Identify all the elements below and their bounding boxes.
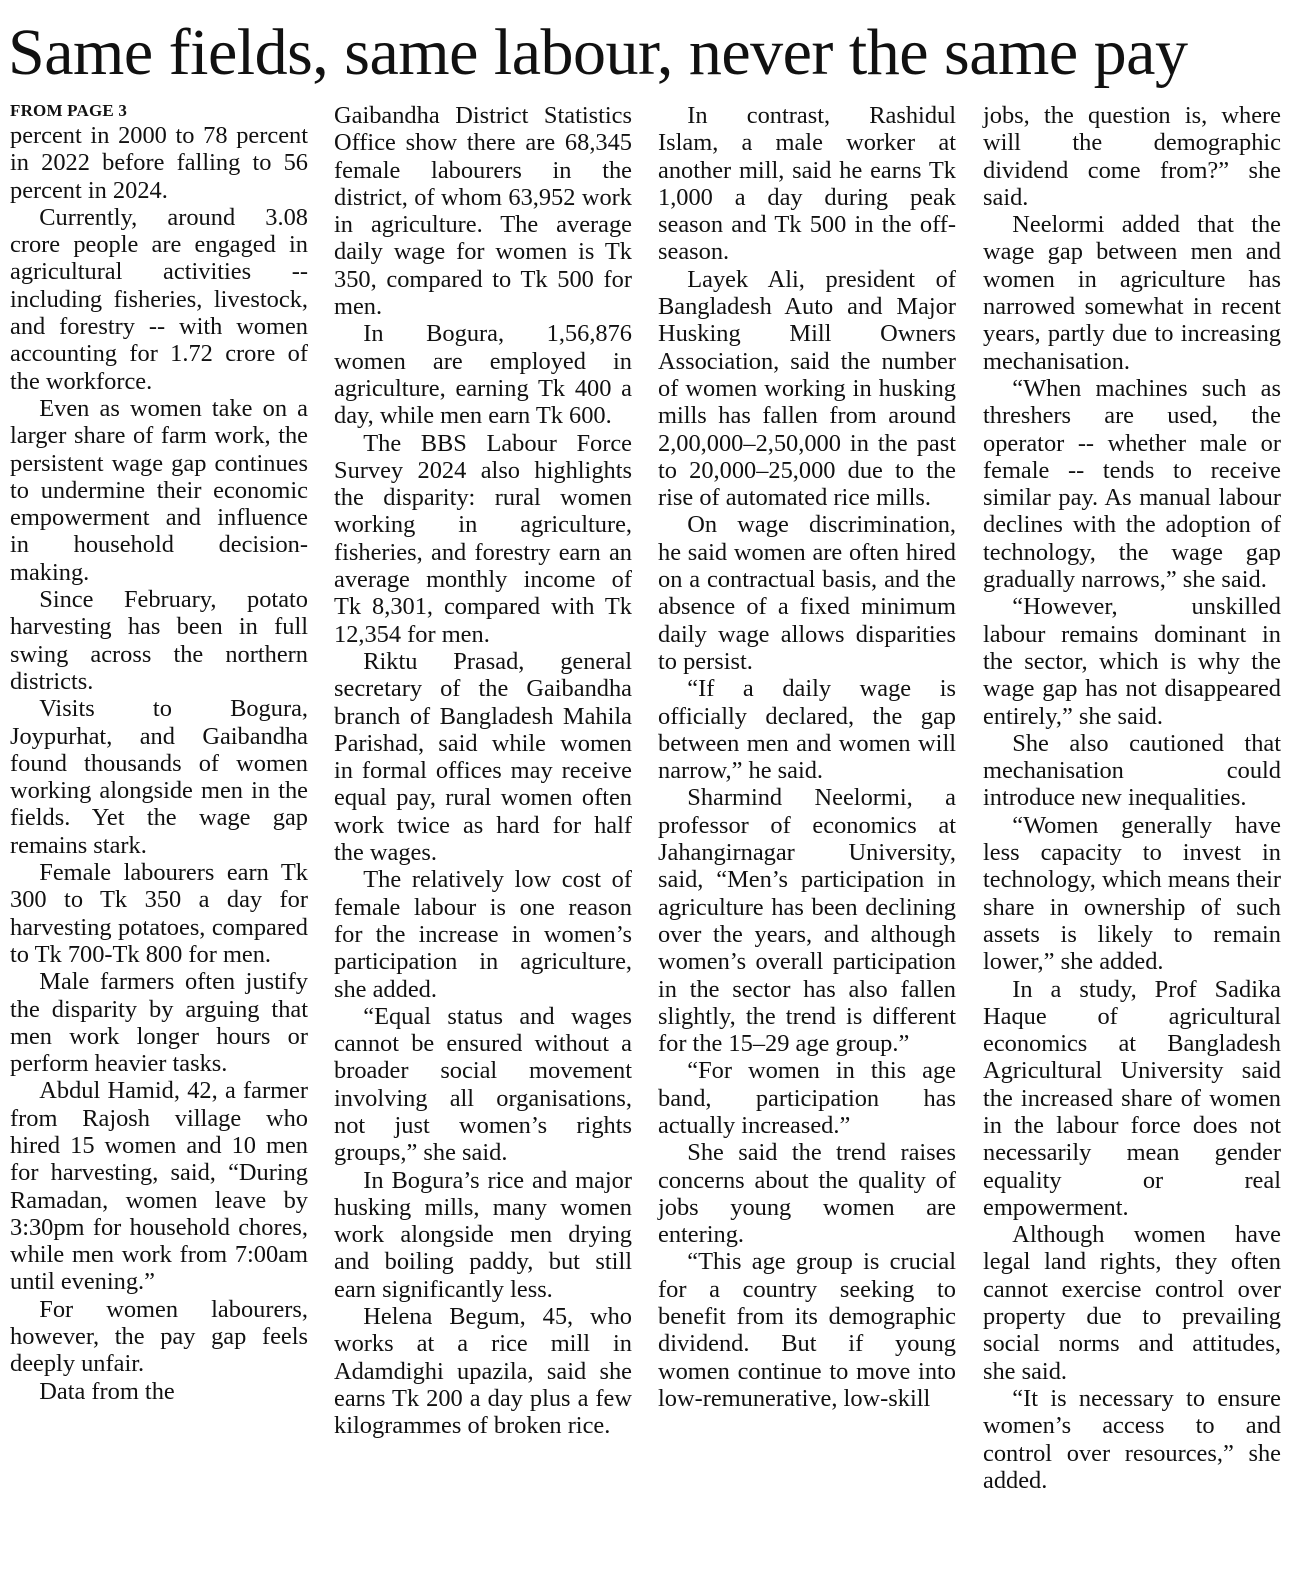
paragraph: The BBS Labour Force Survey 2024 also highlights the disparity: rural women working in agriculture, fisheries, and forestry earn an average monthly income of Tk 8,301, compared with Tk 12,354 for men. bbox=[334, 429, 632, 648]
paragraph: She also cautioned that mechanisation could introduce new inequalities. bbox=[983, 729, 1281, 812]
paragraph: jobs, the question is, where will the demographic dividend come from?” she said. bbox=[983, 102, 1281, 211]
paragraph: Gaibandha District Statistics Office show there are 68,345 female labourers in the district, of whom 63,952 work in agriculture. The average daily wage for women is Tk 350, compared to Tk 500 for men. bbox=[334, 102, 632, 321]
paragraph: In contrast, Rashidul Islam, a male worker at another mill, said he earns Tk 1,000 a day during peak season and Tk 500 in the off-season. bbox=[658, 102, 956, 266]
paragraph: She said the trend raises concerns about the quality of jobs young women are entering. bbox=[658, 1139, 956, 1249]
paragraph: “For women in this age band, participation has actually increased.” bbox=[658, 1057, 956, 1139]
paragraph: Sharmind Neelormi, a professor of economics at Jahangirnagar University, said, “Men’s participation in agriculture has been declining over the years, and although women’s overall participation in the sector has also fallen slightly, the trend is different for the 15–29 age group.” bbox=[658, 784, 956, 1058]
article-column-1 bbox=[10, 102, 308, 1405]
paragraph: Neelormi added that the wage gap between men and women in agriculture has narrowed somewhat in recent years, partly due to increasing mechanisation. bbox=[983, 211, 1281, 375]
paragraph: On wage discrimination, he said women are often hired on a contractual basis, and the absence of a fixed minimum daily wage allows disparities to persist. bbox=[658, 511, 956, 675]
paragraph: In Bogura’s rice and major husking mills, many women work alongside men drying and boiling paddy, but still earn significantly less. bbox=[334, 1166, 632, 1303]
paragraph: “When machines such as threshers are used, the operator -- whether male or female -- tends to receive similar pay. As manual labour declines with the adoption of technology, the wage gap gradually narrows,” she said. bbox=[983, 374, 1281, 594]
paragraph: percent in 2000 to 78 percent in 2022 before falling to 56 percent in 2024. bbox=[10, 122, 308, 204]
paragraph: “It is necessary to ensure women’s access to and control over resources,” she added. bbox=[983, 1384, 1281, 1494]
paragraph: Helena Begum, 45, who works at a rice mill in Adamdighi upazila, said she earns Tk 200 a day plus a few kilogrammes of broken rice. bbox=[334, 1303, 632, 1440]
headline: Same fields, same labour, never the same pay bbox=[8, 16, 1188, 89]
paragraph: “Women generally have less capacity to invest in technology, which means their share in ownership of such assets is likely to remain lower,” she added. bbox=[983, 811, 1281, 976]
article-column-4 bbox=[983, 102, 1281, 1494]
paragraph: Even as women take on a larger share of farm work, the persistent wage gap continues to undermine their economic empowerment and influence in household decision-making. bbox=[10, 394, 308, 586]
paragraph: Male farmers often justify the disparity by arguing that men work longer hours or perform heavier tasks. bbox=[10, 968, 308, 1078]
article-column-3 bbox=[658, 102, 956, 1412]
paragraph: Riktu Prasad, general secretary of the Gaibandha branch of Bangladesh Mahila Parishad, said while women in formal offices may receive equal pay, rural women often work twice as hard for half the wages. bbox=[334, 647, 632, 867]
paragraph: “This age group is crucial for a country seeking to benefit from its demographic dividend. But if young women continue to move into low-remunerative, low-skill bbox=[658, 1248, 956, 1412]
paragraph: In a study, Prof Sadika Haque of agricultural economics at Bangladesh Agricultural University said the increased share of women in the labour force does not necessarily mean gender equality or real empowerment. bbox=[983, 975, 1281, 1221]
paragraph: “However, unskilled labour remains dominant in the sector, which is why the wage gap has not disappeared entirely,” she said. bbox=[983, 593, 1281, 730]
paragraph: Layek Ali, president of Bangladesh Auto and Major Husking Mill Owners Association, said the number of women working in husking mills has fallen from around 2,00,000–2,50,000 in the past to 20,000–25,000 due to the rise of automated rice mills. bbox=[658, 265, 956, 512]
paragraph: “If a daily wage is officially declared, the gap between men and women will narrow,” he said. bbox=[658, 675, 956, 785]
paragraph: “Equal status and wages cannot be ensured without a broader social movement involving all organisations, not just women’s rights groups,” she said. bbox=[334, 1002, 632, 1167]
paragraph: Visits to Bogura, Joypurhat, and Gaibandha found thousands of women working alongside men in the fields. Yet the wage gap remains stark. bbox=[10, 695, 308, 859]
paragraph: Abdul Hamid, 42, a farmer from Rajosh village who hired 15 women and 10 men for harvesting, said, “During Ramadan, women leave by 3:30pm for household chores, while men work from 7:00am until evening.” bbox=[10, 1077, 308, 1296]
paragraph: The relatively low cost of female labour is one reason for the increase in women’s participation in agriculture, she added. bbox=[334, 866, 632, 1003]
paragraph: For women labourers, however, the pay gap feels deeply unfair. bbox=[10, 1295, 308, 1378]
paragraph: In Bogura, 1,56,876 women are employed in agriculture, earning Tk 400 a day, while men earn Tk 600. bbox=[334, 320, 632, 430]
paragraph: Data from the bbox=[39, 1377, 175, 1405]
paragraph: Female labourers earn Tk 300 to Tk 350 a day for harvesting potatoes, compared to Tk 700-Tk 800 for men. bbox=[10, 859, 308, 968]
jump-line: FROM PAGE 3 bbox=[10, 101, 128, 120]
paragraph: Currently, around 3.08 crore people are engaged in agricultural activities -- including fisheries, livestock, and forestry -- with women accounting for 1.72 crore of the workforce. bbox=[10, 203, 308, 395]
paragraph: Although women have legal land rights, they often cannot exercise control over property due to prevailing social norms and attitudes, she said. bbox=[983, 1221, 1281, 1385]
article-column-2 bbox=[334, 102, 632, 1440]
paragraph: Since February, potato harvesting has been in full swing across the northern districts. bbox=[10, 586, 308, 695]
